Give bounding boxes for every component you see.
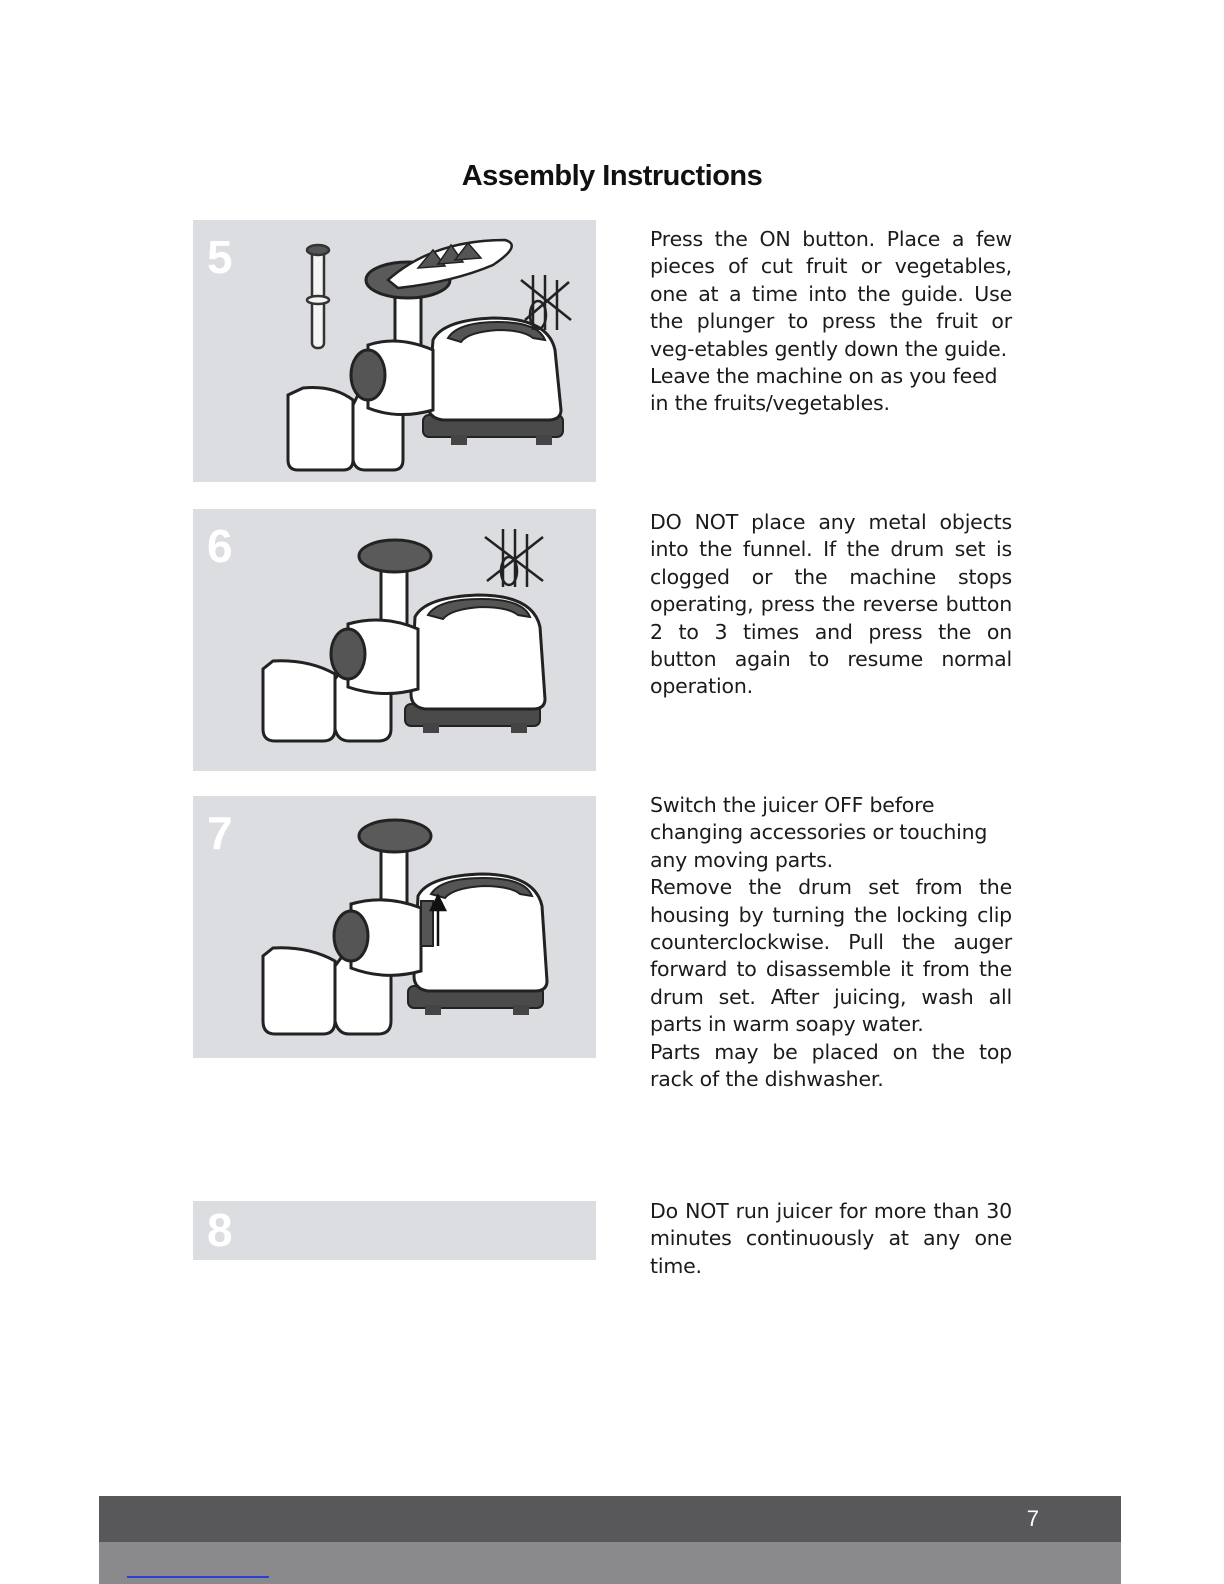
juicer-illustration <box>193 796 596 1058</box>
step-5-text <box>650 226 1012 418</box>
step-paragraph: DO NOT place any metal objects into the funnel. If the drum set is clogged or the machine stops operating, press the reverse button 2 to 3 times and press the on button again to resume normal operation. <box>650 510 1012 699</box>
step-paragraph: Leave the machine on as you feed in the fruits/vegetables. <box>650 364 998 416</box>
step-number: 5 <box>207 231 233 283</box>
no-utensils-icon <box>485 529 543 587</box>
step-paragraph: Remove the drum set from the housing by turning the locking clip counterclockwise. Pull the auger forward to disassemble it from the drum set. After juicing, wash all parts in warm soapy water. <box>650 875 1012 1037</box>
juicer-illustration <box>193 509 596 771</box>
step-number: 6 <box>207 520 233 572</box>
step-8-text <box>650 1198 1012 1280</box>
page-number: 7 <box>1026 1506 1039 1531</box>
footer-link-underline[interactable] <box>127 1576 269 1578</box>
step-8-panel <box>193 1201 596 1260</box>
step-7-text <box>650 792 1012 1093</box>
plunger-icon <box>307 245 329 348</box>
page-title: Assembly Instructions <box>461 160 763 192</box>
step-paragraph: Parts may be placed on the top rack of the dishwasher. <box>650 1039 1012 1092</box>
step-7-illustration <box>193 796 596 1058</box>
step-6-illustration <box>193 509 596 771</box>
step-number: 7 <box>207 807 233 859</box>
footer-bar <box>99 1496 1121 1542</box>
step-5-illustration <box>193 220 596 482</box>
step-number: 8 <box>207 1204 233 1256</box>
step-paragraph: Switch the juicer OFF before changing accessories or touching any moving parts. <box>650 793 988 872</box>
step-paragraph: Do NOT run juicer for more than 30 minutes continuously at any one time. <box>650 1199 1012 1278</box>
step-6-text <box>650 509 1012 701</box>
step-paragraph: Press the ON button. Place a few pieces of cut fruit or vegetables, one at a time into the guide. Use the plunger to press the fruit or veg-etables gently down the guide. <box>650 227 1012 361</box>
juicer-illustration <box>193 220 596 482</box>
